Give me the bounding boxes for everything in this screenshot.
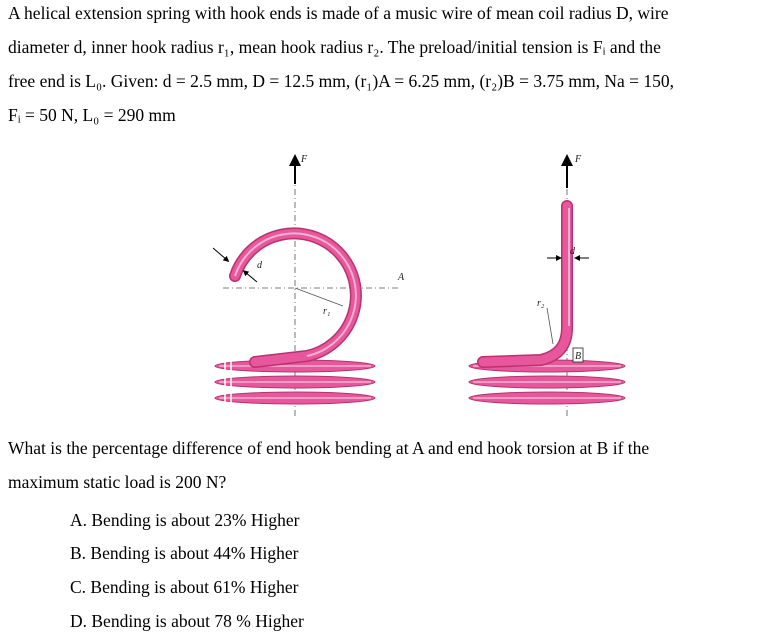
question-line-2: maximum static load is 200 N? xyxy=(8,472,227,492)
diameter-label-right: d xyxy=(570,246,575,257)
option-d[interactable]: D. Bending is about 78 % Higher xyxy=(70,611,304,631)
hook-b xyxy=(483,206,567,362)
point-b-label: B xyxy=(575,351,582,362)
left-hook-diagram xyxy=(213,154,405,418)
r2-label: r₂ xyxy=(537,298,545,309)
question-line-1: What is the percentage difference of end hook bending at A and end hook torsion at B if the xyxy=(8,438,650,458)
problem-line-2: diameter d, inner hook radius r₁, mean hook radius r₂. The preload/initial tension is Fᵢ and the xyxy=(8,37,661,57)
r1-label: r₁ xyxy=(323,306,331,317)
right-hook-diagram xyxy=(469,154,625,418)
point-a-label: A xyxy=(398,272,405,283)
force-label-right: F xyxy=(575,154,582,165)
option-a[interactable]: A. Bending is about 23% Higher xyxy=(70,510,300,530)
force-label-left: F xyxy=(301,154,308,165)
problem-line-1: A helical extension spring with hook ends is made of a music wire of mean coil radius D, wire xyxy=(8,3,669,23)
option-c[interactable]: C. Bending is about 61% Higher xyxy=(70,577,299,597)
spring-figure xyxy=(195,148,635,420)
diameter-label-left: d xyxy=(257,260,262,271)
problem-line-3: free end is L₀. Given: d = 2.5 mm, D = 12.5 mm, (r₁)A = 6.25 mm, (r₂)B = 3.75 mm, Na = 150, xyxy=(8,71,674,91)
left-coil-body xyxy=(215,360,375,404)
problem-line-4: Fᵢ = 50 N, L₀ = 290 mm xyxy=(8,105,176,125)
option-b[interactable]: B. Bending is about 44% Higher xyxy=(70,543,299,563)
